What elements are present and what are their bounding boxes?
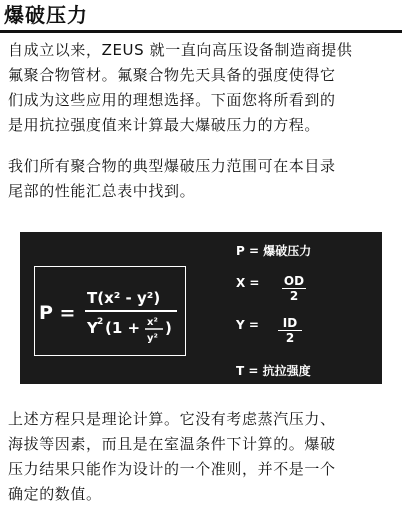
definition-y-numerator: ID: [278, 316, 302, 331]
formula-panel: [20, 232, 382, 384]
definition-x-fraction: [282, 274, 306, 303]
section-header: [0, 0, 402, 34]
definition-x-denominator: 2: [289, 289, 299, 303]
equation-den-close: ): [165, 319, 172, 337]
equation-graphic: [35, 267, 185, 355]
definition-x-numerator: OD: [283, 274, 305, 288]
burst-pressure-equation: [34, 266, 186, 356]
range-paragraph: 我们所有聚合物的典型爆破压力范围可在本目录 尾部的性能汇总表中找到。: [8, 157, 336, 200]
equation-den-y: Y: [87, 319, 98, 337]
equation-lhs: P =: [39, 302, 76, 324]
title-underline: [0, 30, 402, 33]
section-title: 爆破压力: [4, 3, 88, 27]
equation-numerator: T(x² - y²): [87, 289, 161, 307]
disclaimer-paragraph: 上述方程只是理论计算。它没有考虑蒸汽压力、 海拔等因素，而且是在室温条件下计算的。爆破 压力结果只能作为设计的一个准则，并不是一个 确定的数值。: [8, 410, 336, 503]
intro-paragraph: 自成立以来，ZEUS 就一直向高压设备制造商提供 氟聚合物管材。氟聚合物先天具备的强度使得它 们成为这些应用的理想选择。下面您将所看到的 是用抗拉强度值来计算最大爆破压力的方程。: [8, 41, 353, 134]
equation-den-exponent: 2: [97, 317, 104, 327]
definition-y-label: Y =: [236, 318, 259, 332]
definition-p: P = 爆破压力: [236, 244, 312, 258]
equation-den-open: (1 +: [105, 319, 141, 337]
equation-inner-numerator: x²: [147, 317, 158, 328]
definition-y-denominator: 2: [285, 331, 295, 345]
definition-t: T = 抗拉强度: [236, 364, 311, 378]
definition-x-label: X =: [236, 276, 260, 290]
equation-inner-denominator: y²: [147, 333, 158, 344]
definition-y-fraction: [278, 316, 302, 345]
